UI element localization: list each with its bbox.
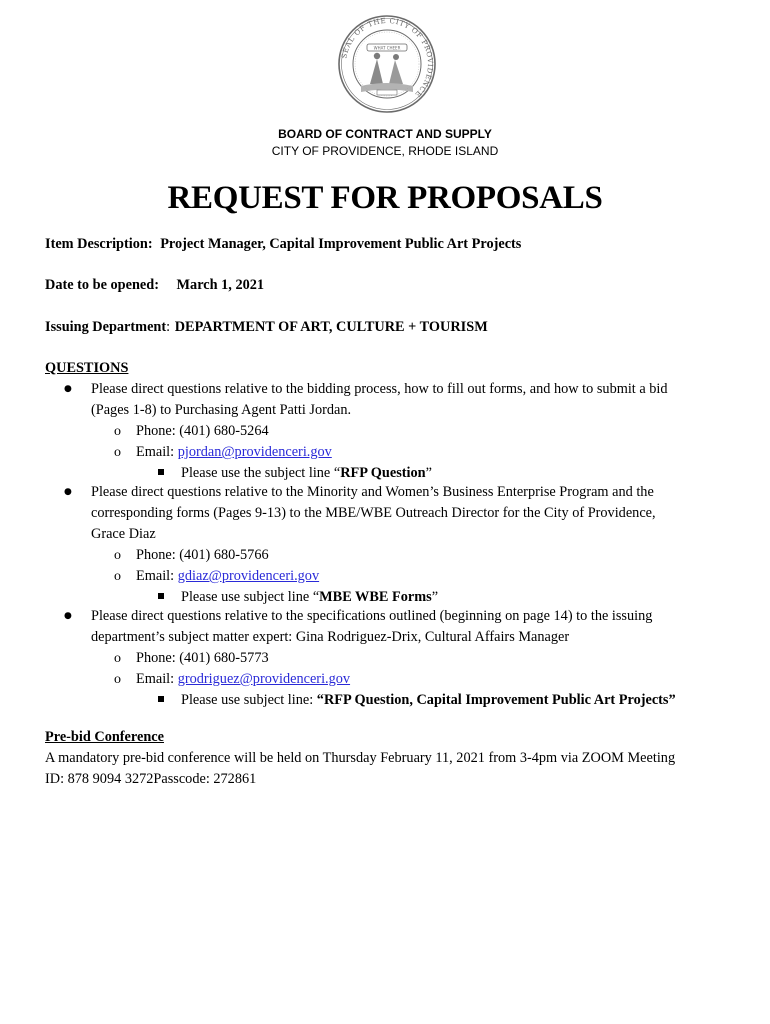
subject-prefix: Please use the subject line “ xyxy=(181,465,341,481)
question-item-2-phone: Phone: (401) 680-5766 xyxy=(136,547,269,563)
email-label: Email: xyxy=(136,568,178,584)
subject-line: “RFP Question, Capital Improvement Public Art Projects” xyxy=(316,692,676,708)
question-item-1-subject-row xyxy=(0,463,770,484)
subject-prefix: Please use subject line: xyxy=(181,692,317,708)
question-item-2-line-3: Grace Diaz xyxy=(91,526,156,542)
sub-bullet-marker: o xyxy=(114,569,121,584)
date-opened-value: March 1, 2021 xyxy=(176,277,265,293)
date-opened-label: Date to be opened: xyxy=(45,277,159,293)
svg-text:SEAL OF THE CITY OF PROVIDENCE: SEAL OF THE CITY OF PROVIDENCE xyxy=(339,15,436,100)
sub-bullet-marker: o xyxy=(114,548,121,563)
bullet-marker: ● xyxy=(64,611,72,621)
city-seal-logo xyxy=(337,14,437,114)
prebid-line-1: A mandatory pre-bid conference will be held on Thursday February 11, 2021 from 3-4pm via ZOOM Meeting xyxy=(45,750,676,766)
email-link-gdiaz[interactable]: gdiaz@providenceri.gov xyxy=(177,568,320,584)
question-item-3-phone: Phone: (401) 680-5773 xyxy=(136,650,269,666)
question-item-3-line-1: Please direct questions relative to the specifications outlined (beginning on page 14) to the issuing xyxy=(91,608,653,624)
svg-text:WHAT CHEER: WHAT CHEER xyxy=(373,45,401,51)
issuing-department-colon: : xyxy=(166,319,171,335)
issuing-department-value: DEPARTMENT OF ART, CULTURE + TOURISM xyxy=(174,319,488,335)
sub-bullet-marker: o xyxy=(114,651,121,666)
page-title: REQUEST FOR PROPOSALS xyxy=(167,180,603,216)
question-item-1-line-2: (Pages 1-8) to Purchasing Agent Patti Jordan. xyxy=(91,402,352,418)
square-bullet-icon xyxy=(158,696,164,702)
question-item-1-email-row xyxy=(136,442,332,463)
question-item-1-phone: Phone: (401) 680-5264 xyxy=(136,423,269,439)
prebid-heading: Pre-bid Conference xyxy=(45,729,164,745)
subject-suffix: ” xyxy=(425,465,432,481)
question-item-2-subject-row xyxy=(0,587,770,608)
sub-bullet-marker: o xyxy=(114,445,121,460)
item-description-row xyxy=(45,234,521,255)
subject-line: MBE WBE Forms xyxy=(319,589,432,605)
subject-prefix: Please use subject line “ xyxy=(181,589,320,605)
question-item-2-line-1: Please direct questions relative to the Minority and Women’s Business Enterprise Program and the xyxy=(91,484,654,500)
question-item-2-line-2: corresponding forms (Pages 9-13) to the MBE/WBE Outreach Director for the City of Providence, xyxy=(91,505,656,521)
email-label: Email: xyxy=(136,671,178,687)
square-bullet-icon xyxy=(158,593,164,599)
email-link-grodriguez[interactable]: grodriguez@providenceri.gov xyxy=(177,671,351,687)
questions-heading: QUESTIONS xyxy=(45,360,129,376)
email-label: Email: xyxy=(136,444,178,460)
item-description-label: Item Description: xyxy=(45,236,153,252)
sub-bullet-marker: o xyxy=(114,672,121,687)
item-description-value: Project Manager, Capital Improvement Public Art Projects xyxy=(160,236,522,252)
subject-line: RFP Question xyxy=(340,465,426,481)
issuing-department-row xyxy=(45,317,488,338)
board-name: BOARD OF CONTRACT AND SUPPLY xyxy=(278,127,492,141)
question-item-2-email-row xyxy=(136,566,319,587)
bullet-marker: ● xyxy=(64,384,72,394)
sub-bullet-marker: o xyxy=(114,424,121,439)
date-opened-row xyxy=(45,275,264,296)
question-item-3-subject-row xyxy=(0,690,770,711)
square-bullet-icon xyxy=(158,469,164,475)
bullet-marker: ● xyxy=(64,487,72,497)
question-item-1-line-1: Please direct questions relative to the bidding process, how to fill out forms, and how to submit a bid xyxy=(91,381,668,397)
city-name: CITY OF PROVIDENCE, RHODE ISLAND xyxy=(271,144,499,158)
question-item-3-email-row xyxy=(136,669,350,690)
prebid-line-2: ID: 878 9094 3272Passcode: 272861 xyxy=(45,771,257,787)
subject-suffix: ” xyxy=(431,589,439,605)
email-link-pjordan[interactable]: pjordan@providenceri.gov xyxy=(177,444,332,460)
issuing-department-label: Issuing Department xyxy=(45,319,167,335)
question-item-3-line-2: department’s subject matter expert: Gina Rodriguez-Drix, Cultural Affairs Manager xyxy=(91,629,570,645)
